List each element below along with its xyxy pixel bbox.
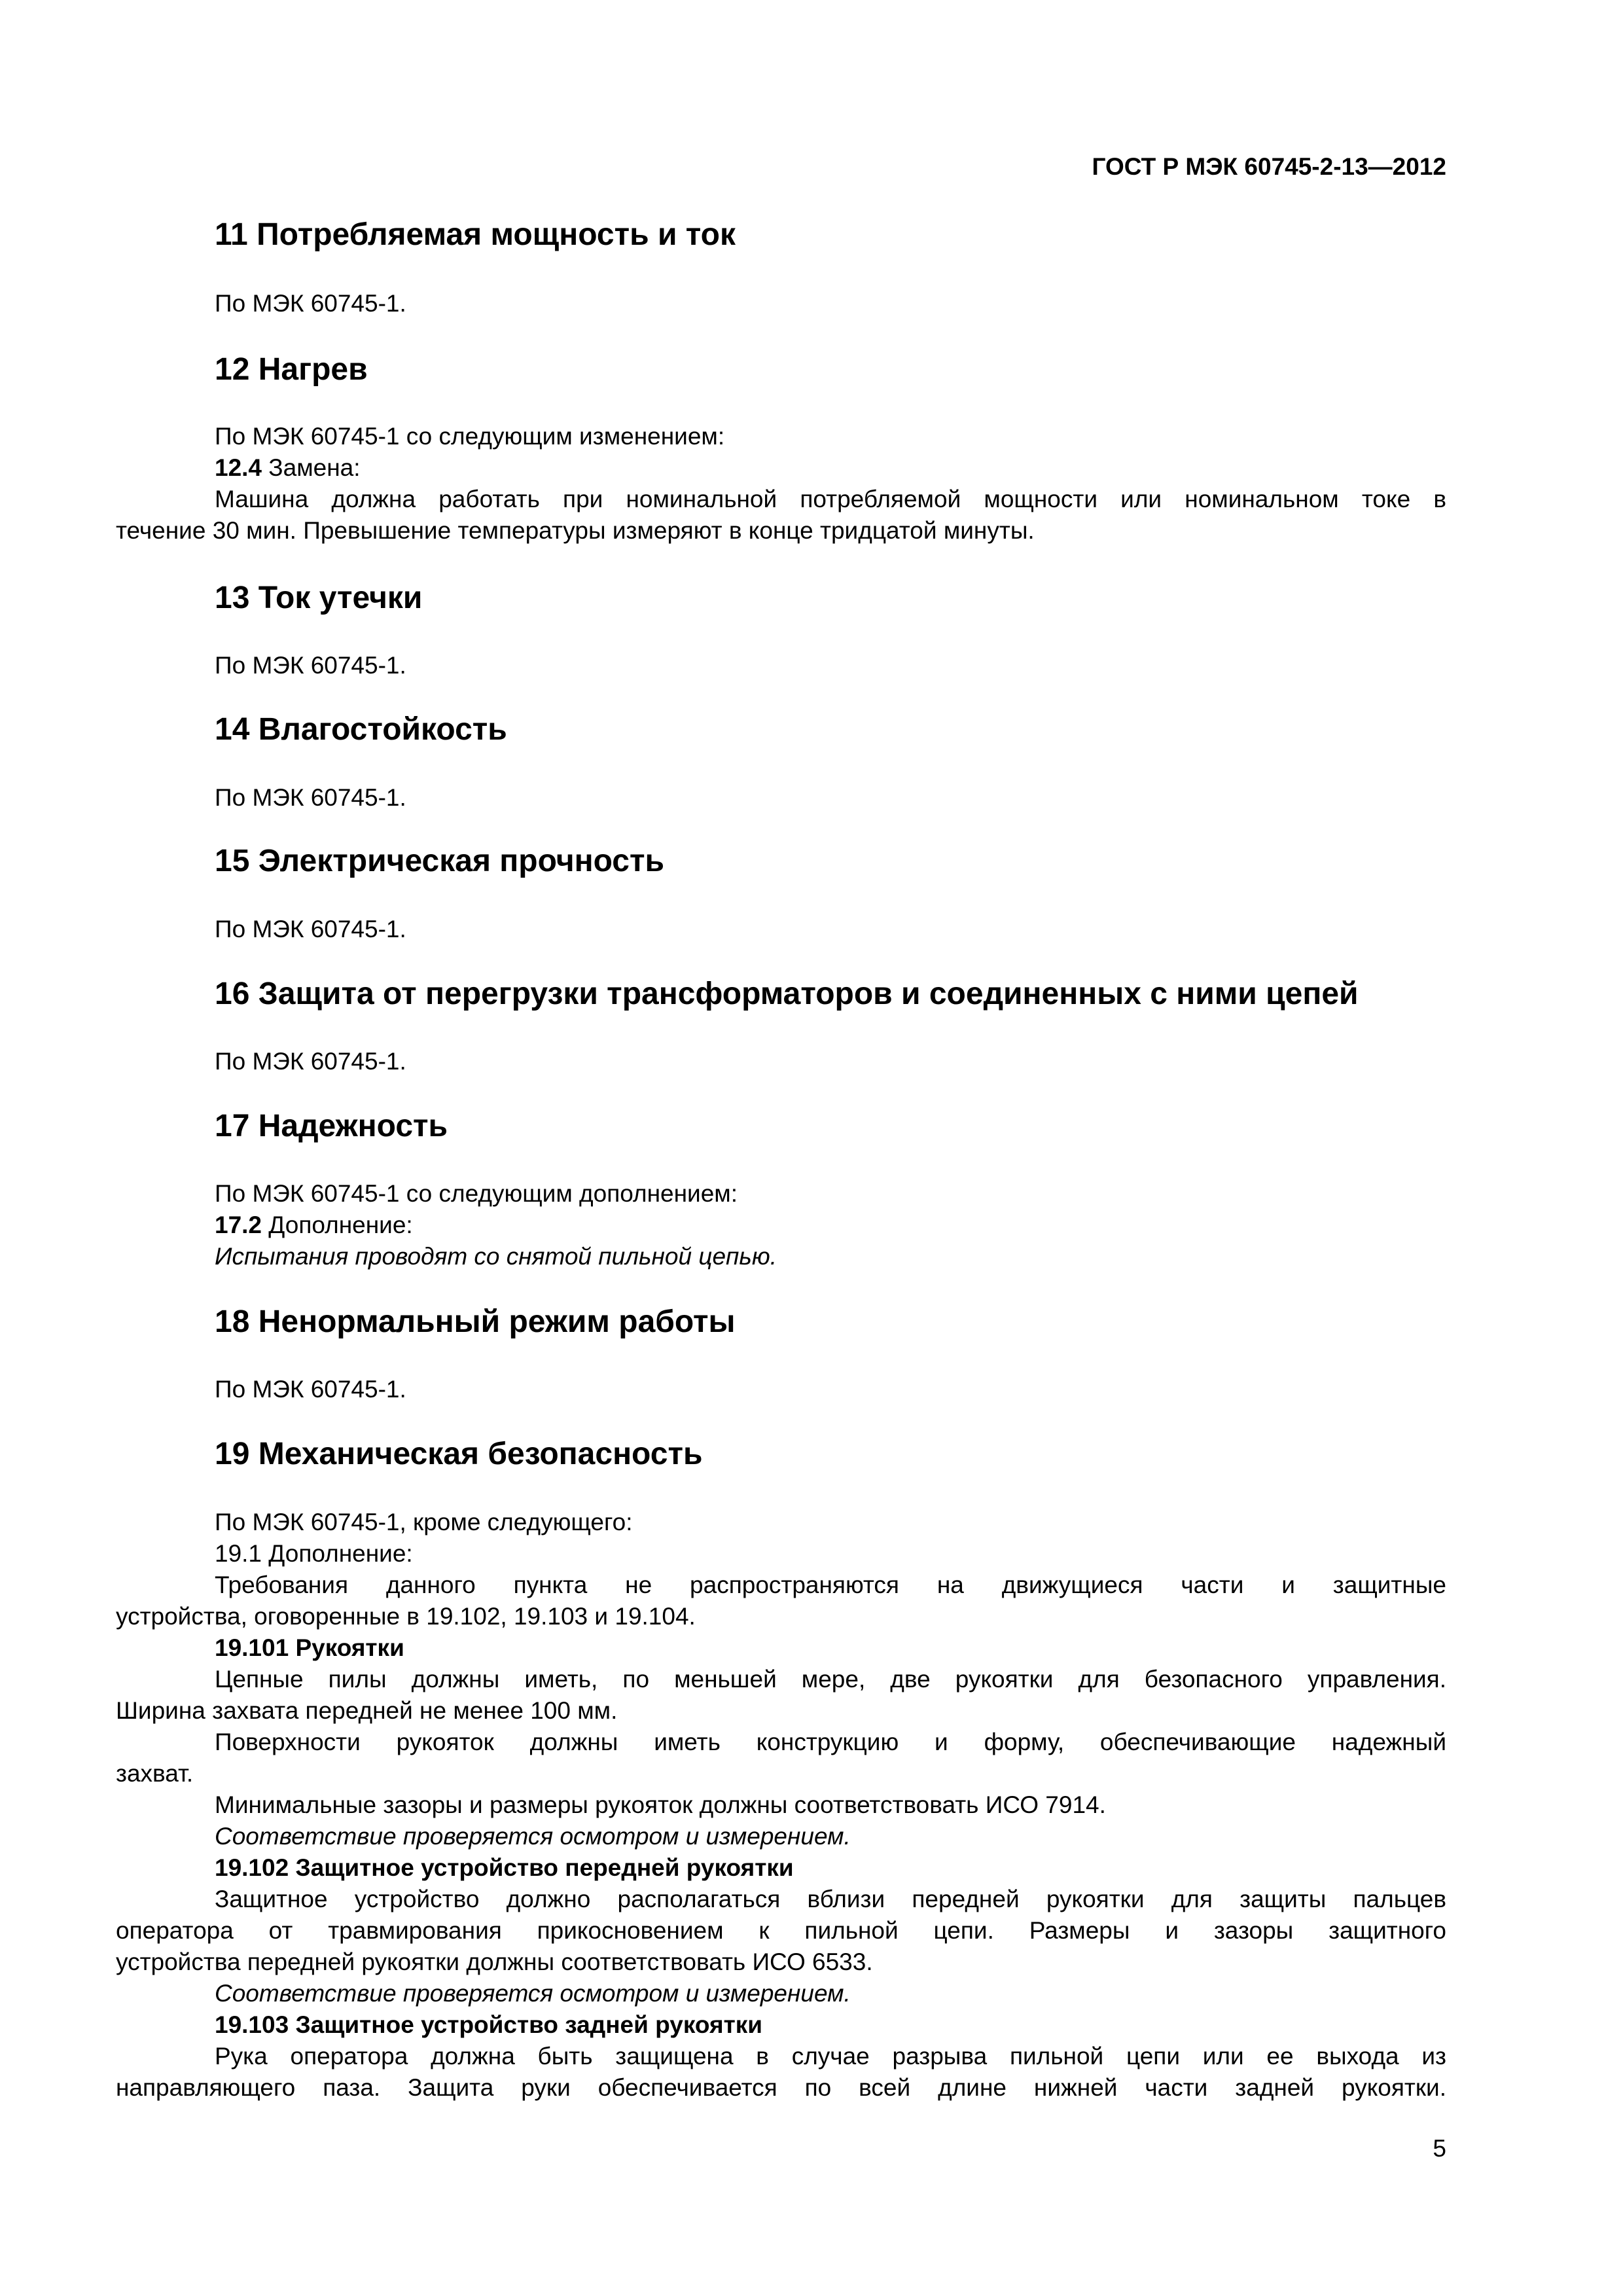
section-12-title: 12 Нагрев [215,352,368,387]
clause-19-103-title: 19.103 Защитное устройство задней рукоятки [215,2011,762,2038]
section-13-title: 13 Ток утечки [215,581,423,615]
section-14-text: По МЭК 60745-1. [215,784,406,811]
section-17-2-line [215,1210,413,1241]
section-19-1-line1: Требования данного пункта не распространяются на движущиеся части и защитные [215,1571,1446,1598]
section-12-4-line1: Машина должна работать при номинальной потребляемой мощности или номинальном токе в [215,486,1446,512]
section-12-4-line [215,452,361,484]
section-19-1-line2: устройства, оговоренные в 19.102, 19.103 и 19.104. [116,1603,696,1630]
section-17-title: 17 Надежность [215,1109,448,1143]
section-12-intro: По МЭК 60745-1 со следующим изменением: [215,423,725,450]
section-19-title: 19 Механическая безопасность [215,1437,703,1471]
clause-19-101-p3: Минимальные зазоры и размеры рукояток должны соответствовать ИСО 7914. [215,1791,1106,1818]
clause-19-102-line3: устройства передней рукоятки должны соответствовать ИСО 6533. [116,1948,873,1975]
section-12-4-line2: течение 30 мин. Превышение температуры измеряют в конце тридцатой минуты. [116,517,1035,544]
section-19-intro: По МЭК 60745-1, кроме следующего: [215,1509,633,1535]
section-11-text: По МЭК 60745-1. [215,290,406,317]
clause-19-102-title: 19.102 Защитное устройство передней рукоятки [215,1854,794,1881]
clause-19-103-line2: направляющего паза. Защита руки обеспечивается по всей длине нижней части задней рукоятки. [116,2074,1446,2101]
section-16-text: По МЭК 60745-1. [215,1048,406,1075]
clause-19-102-check: Соответствие проверяется осмотром и измерением. [215,1980,851,2007]
clause-label: Замена: [262,454,361,481]
section-11-title: 11 Потребляемая мощность и ток [215,217,736,252]
section-18-title: 18 Ненормальный режим работы [215,1304,736,1339]
clause-19-101-p1-line2: Ширина захвата передней не менее 100 мм. [116,1697,618,1724]
section-18-text: По МЭК 60745-1. [215,1376,406,1403]
clause-19-101-title: 19.101 Рукоятки [215,1634,404,1661]
clause-number: 12.4 [215,454,262,481]
section-19-1-line: 19.1 Дополнение: [215,1540,413,1567]
section-15-title: 15 Электрическая прочность [215,844,664,878]
clause-19-101-p2-line2: захват. [116,1760,194,1787]
clause-19-102-line2: оператора от травмирования прикосновением к пильной цепи. Размеры и зазоры защитного [116,1917,1446,1944]
clause-19-101-p1-line1: Цепные пилы должны иметь, по меньшей мере, две рукоятки для безопасного управления. [215,1666,1446,1693]
section-15-text: По МЭК 60745-1. [215,916,406,942]
section-14-title: 14 Влагостойкость [215,712,507,747]
clause-19-101-check: Соответствие проверяется осмотром и измерением. [215,1823,851,1850]
clause-label: Дополнение: [262,1211,413,1238]
section-17-2-text: Испытания проводят со снятой пильной цепью. [215,1243,777,1270]
clause-19-101-p2-line1: Поверхности рукояток должны иметь конструкцию и форму, обеспечивающие надежный [215,1729,1446,1755]
clause-19-103-line1: Рука оператора должна быть защищена в случае разрыва пильной цепи или ее выхода из [215,2043,1446,2070]
section-16-title: 16 Защита от перегрузки трансформаторов и соединенных с ними цепей [215,977,1359,1011]
section-17-intro: По МЭК 60745-1 со следующим дополнением: [215,1180,738,1207]
section-13-text: По МЭК 60745-1. [215,652,406,679]
clause-number: 17.2 [215,1211,262,1238]
clause-19-102-line1: Защитное устройство должно располагаться вблизи передней рукоятки для защиты пальцев [215,1886,1446,1912]
document-code: ГОСТ Р МЭК 60745-2-13—2012 [1092,153,1446,180]
page-number: 5 [1433,2135,1446,2162]
